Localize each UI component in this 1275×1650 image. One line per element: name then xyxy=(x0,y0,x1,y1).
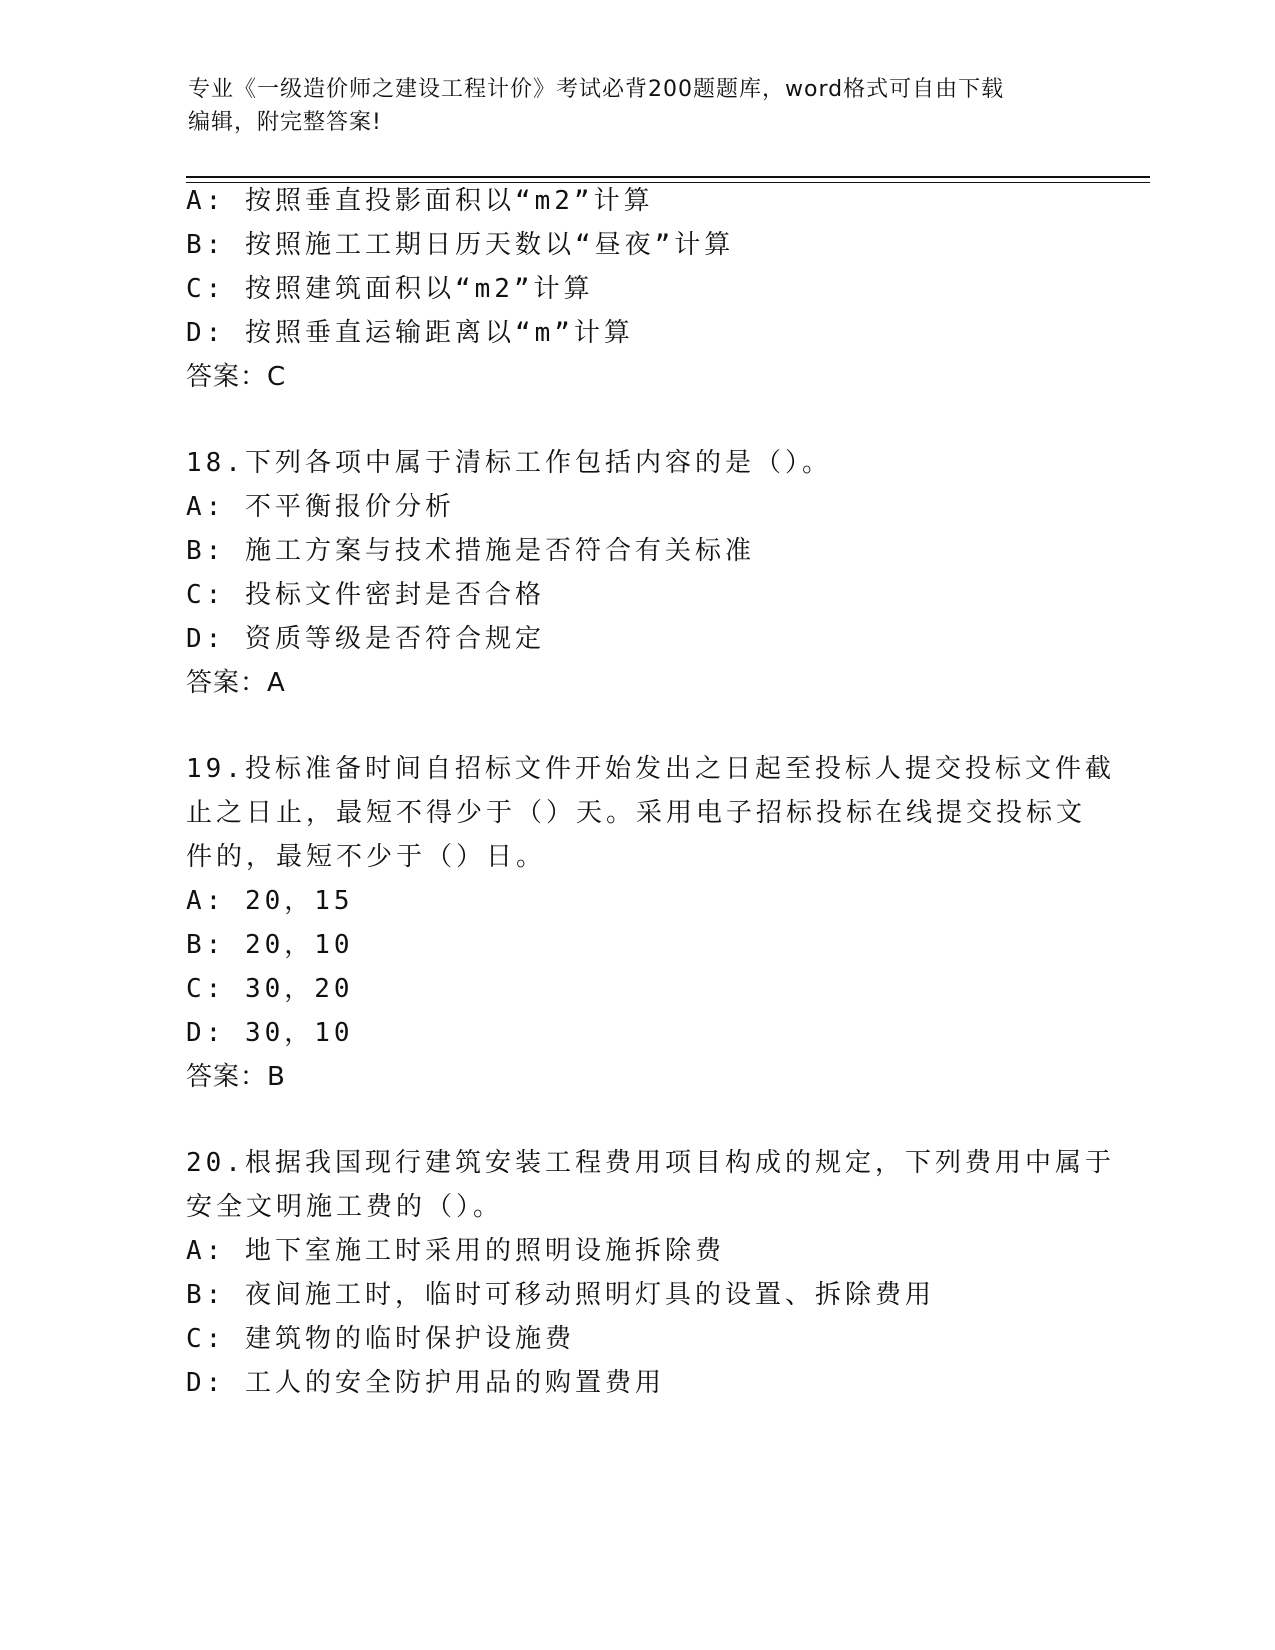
header-line-2: 编辑，附完整答案! xyxy=(188,110,382,135)
q17-option-c: C: 按照建筑面积以“m2”计算 xyxy=(186,274,594,304)
q19-stem-line-2: 止之日止，最短不得少于（）天。采用电子招标投标在线提交投标文 xyxy=(186,798,1087,828)
q19-answer: 答案：B xyxy=(186,1062,286,1092)
q18-answer: 答案：A xyxy=(186,668,286,698)
header-line-1: 专业《一级造价师之建设工程计价》考试必背200题题库，word格式可自由下载 xyxy=(188,77,1005,102)
q20-stem-line-2: 安全文明施工费的（）。 xyxy=(186,1192,504,1222)
q20-option-a: A: 地下室施工时采用的照明设施拆除费 xyxy=(186,1236,725,1266)
q18-option-d: D: 资质等级是否符合规定 xyxy=(186,624,545,654)
q19-option-c: C: 30，20 xyxy=(186,974,354,1004)
q17-option-b: B: 按照施工工期日历天数以“昼夜”计算 xyxy=(186,230,735,260)
q20-option-d: D: 工人的安全防护用品的购置费用 xyxy=(186,1368,665,1398)
q17-option-a: A: 按照垂直投影面积以“m2”计算 xyxy=(186,186,654,216)
q17-answer: 答案：C xyxy=(186,362,287,392)
q18-option-a: A: 不平衡报价分析 xyxy=(186,492,455,522)
q20-stem-line-1: 20.根据我国现行建筑安装工程费用项目构成的规定，下列费用中属于 xyxy=(186,1148,1115,1178)
q17-option-d: D: 按照垂直运输距离以“m”计算 xyxy=(186,318,634,348)
q19-option-a: A: 20，15 xyxy=(186,886,354,916)
q18-stem: 18.下列各项中属于清标工作包括内容的是（）。 xyxy=(186,448,832,478)
document-header xyxy=(188,73,1088,139)
q20-option-c: C: 建筑物的临时保护设施费 xyxy=(186,1324,575,1354)
q19-option-b: B: 20，10 xyxy=(186,930,354,960)
q18-option-c: C: 投标文件密封是否合格 xyxy=(186,580,545,610)
q19-stem-line-3: 件的，最短不少于（）日。 xyxy=(186,842,547,872)
q20-option-b: B: 夜间施工时，临时可移动照明灯具的设置、拆除费用 xyxy=(186,1280,935,1310)
q19-stem-line-1: 19.投标准备时间自招标文件开始发出之日起至投标人提交投标文件截 xyxy=(186,754,1115,784)
q19-option-d: D: 30，10 xyxy=(186,1018,354,1048)
q18-option-b: B: 施工方案与技术措施是否符合有关标准 xyxy=(186,536,755,566)
